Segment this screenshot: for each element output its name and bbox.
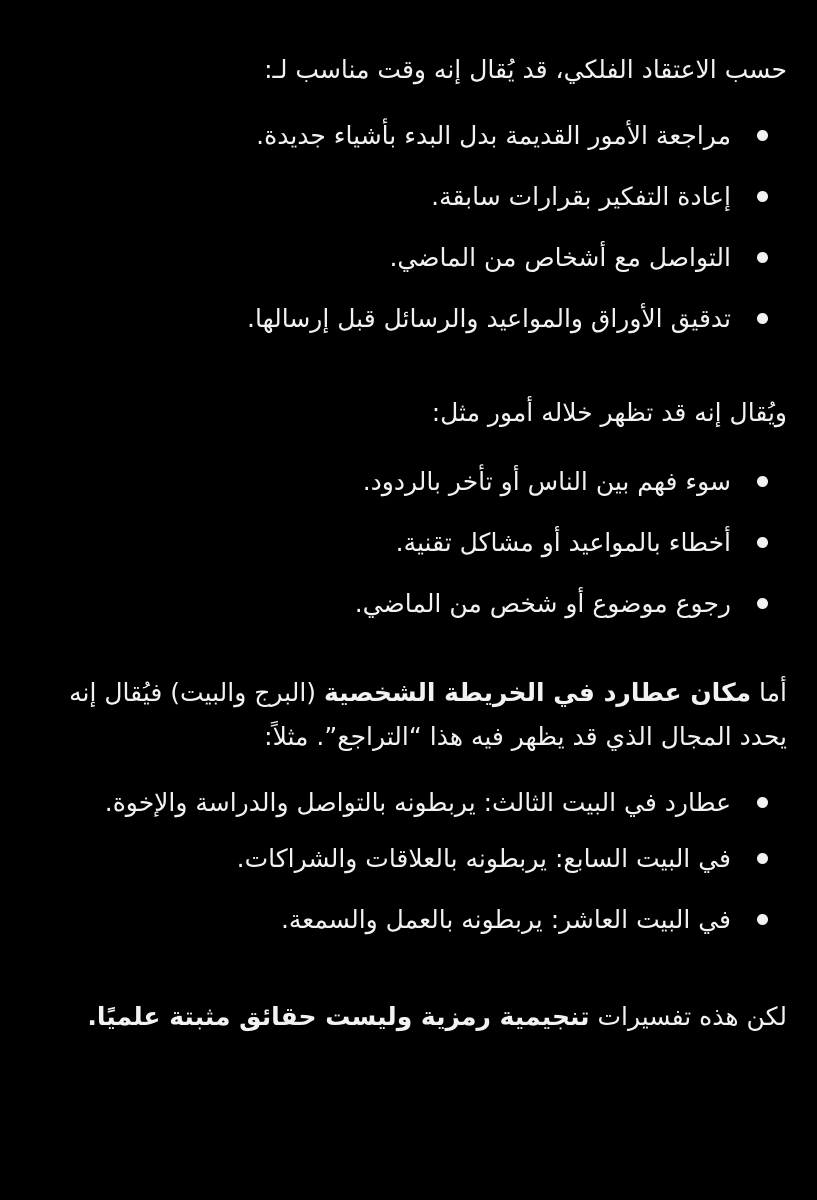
bullet-icon [757,537,768,548]
list-item [30,837,787,881]
bullet-icon [757,191,768,202]
section-3-intro [30,671,787,759]
list-item-text: تدقيق الأوراق والمواعيد والرسائل قبل إرسالها. [247,304,731,333]
list-item-text: أخطاء بالمواعيد أو مشاكل تقنية. [395,528,731,557]
bullet-icon [757,130,768,141]
list-item-text: مراجعة الأمور القديمة بدل البدء بأشياء جديدة. [256,121,731,150]
bullet-icon [757,598,768,609]
conclusion-bold: تنجيمية رمزية وليست حقائق مثبتة علميًا. [87,1002,590,1031]
list-item [30,521,787,565]
list-item-text: رجوع موضوع أو شخص من الماضي. [354,589,731,618]
list-item [30,236,787,280]
list-item-text: سوء فهم بين الناس أو تأخر بالردود. [362,467,731,496]
list-item [30,777,787,829]
section-2-intro: ويُقال إنه قد تظهر خلاله أمور مثل: [431,398,787,427]
bullet-icon [757,252,768,263]
bullet-icon [757,853,768,864]
list-item [30,297,787,341]
list-item-text: عطارد في البيت الثالث: يربطونه بالتواصل والدراسة والإخوة. [104,788,731,817]
list-item-text: في البيت السابع: يربطونه بالعلاقات والشراكات. [236,844,731,873]
section-2-list [30,460,787,626]
list-item [30,175,787,219]
list-item [30,898,787,942]
section-3-list [30,777,787,942]
section-1-intro: حسب الاعتقاد الفلكي، قد يُقال إنه وقت مناسب لـ: [264,55,787,84]
list-item-text: التواصل مع أشخاص من الماضي. [389,243,731,272]
bullet-icon [757,797,768,808]
list-item-text: في البيت العاشر: يربطونه بالعمل والسمعة. [280,905,731,934]
section-3-intro-bold: مكان عطارد في الخريطة الشخصية [323,678,752,707]
list-item [30,114,787,158]
bullet-icon [757,914,768,925]
bullet-icon [757,313,768,324]
section-3-intro-prefix: أما [751,678,787,707]
conclusion-paragraph [30,992,787,1042]
bullet-icon [757,476,768,487]
list-item-text: إعادة التفكير بقرارات سابقة. [431,182,731,211]
conclusion-prefix: لكن هذه تفسيرات [589,1002,787,1031]
section-1-list [30,114,787,341]
section-3-intro-suffix: (البرج والبيت) فيُقال إنه يحدد المجال الذي قد يظهر فيه هذا “التراجع”. مثلاً: [69,678,787,751]
list-item [30,582,787,626]
list-item [30,460,787,504]
